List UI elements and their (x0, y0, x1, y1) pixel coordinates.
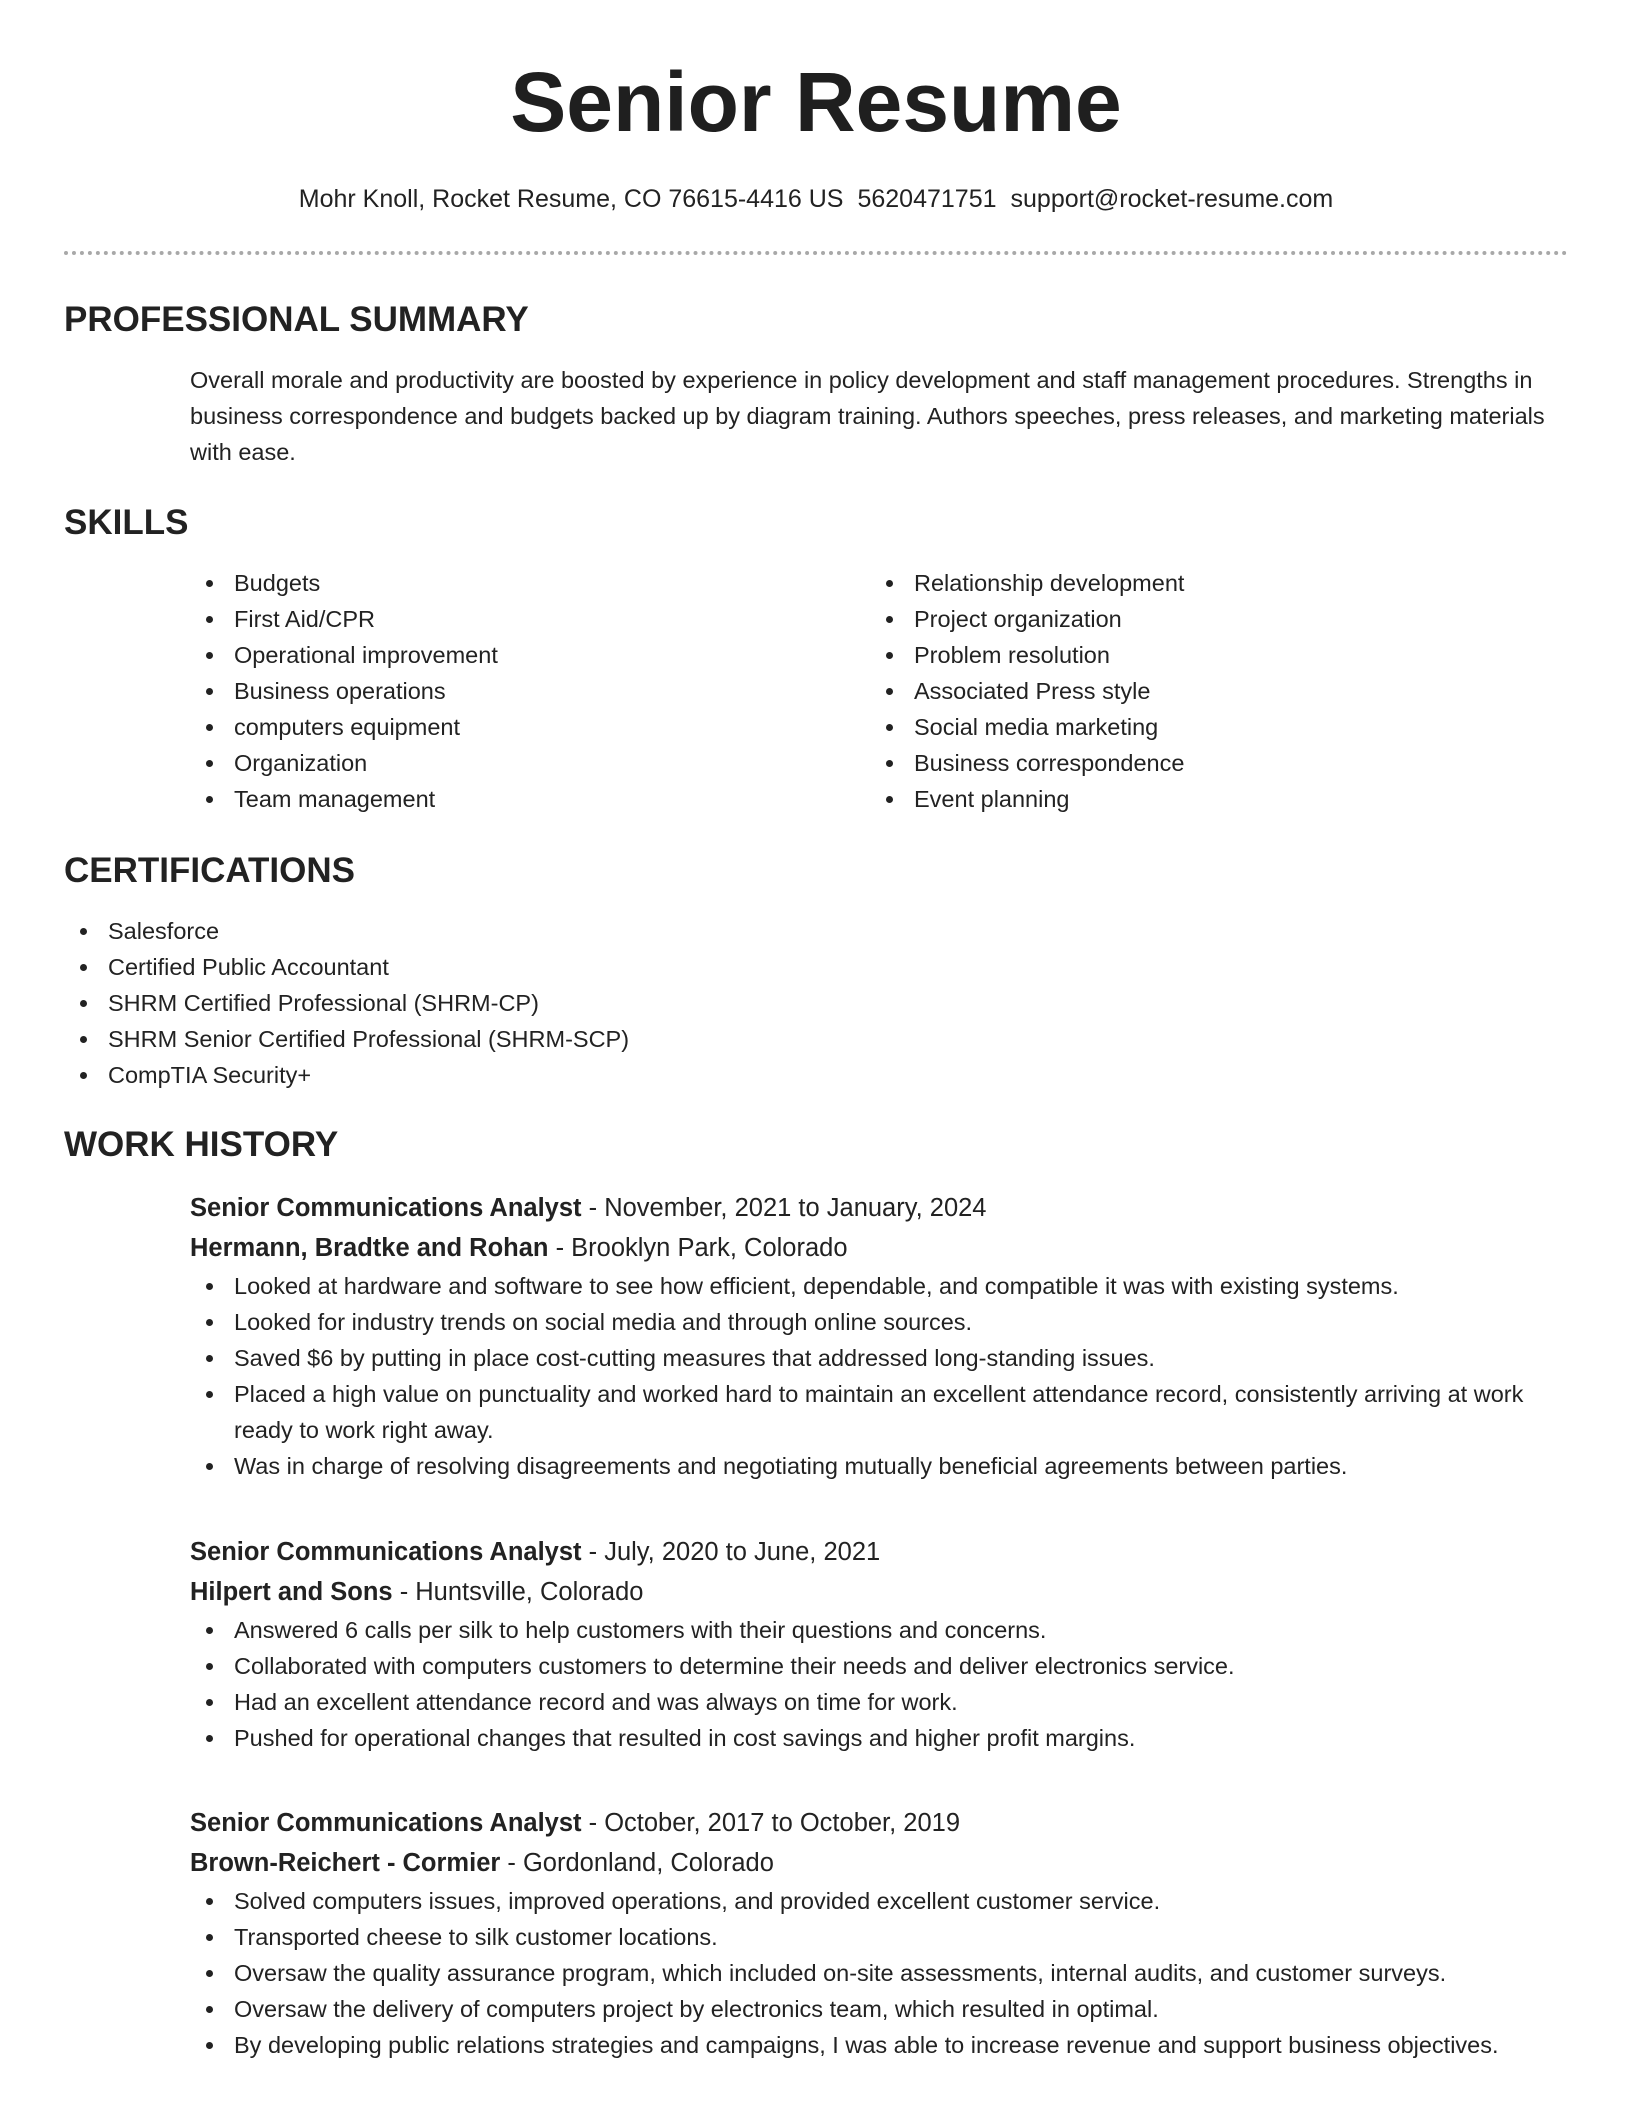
list-item: Placed a high value on punctuality and worked hard to maintain an excellent attendance record, consistently arriving at work ready to work right away. (190, 1376, 1568, 1448)
list-item: Looked at hardware and software to see how efficient, dependable, and compatible it was with existing systems. (190, 1268, 1568, 1304)
contact-address: Mohr Knoll, Rocket Resume, CO 76615-4416 US (298, 185, 844, 213)
list-item: Certified Public Accountant (64, 949, 1442, 985)
list-item: Operational improvement (190, 637, 870, 673)
summary-text: Overall morale and productivity are boosted by experience in policy development and staff management procedures. Strengths in business correspondence and budgets backed up by diagram training. Authors speeches, press releases, and marketing materials with ease. (190, 367, 1545, 465)
job-dates: - October, 2017 to October, 2019 (581, 1809, 961, 1837)
list-item: Pushed for operational changes that resulted in cost savings and higher profit margins. (190, 1720, 1568, 1756)
summary-heading: PROFESSIONAL SUMMARY (64, 300, 529, 339)
list-item: CompTIA Security+ (64, 1057, 1442, 1093)
list-item: Budgets (190, 565, 870, 601)
skills-list-left (190, 565, 870, 817)
list-item: Relationship development (870, 565, 1550, 601)
job-role: Senior Communications Analyst (190, 1538, 582, 1566)
list-item: computers equipment (190, 709, 870, 745)
list-item: Answered 6 calls per silk to help customers with their questions and concerns. (190, 1612, 1568, 1648)
job-entry (64, 1532, 1568, 1756)
list-item: SHRM Certified Professional (SHRM-CP) (64, 985, 1442, 1021)
skills-columns (190, 565, 1568, 817)
job-location: - Gordonland, Colorado (500, 1849, 774, 1877)
job-company-line (190, 1843, 1568, 1883)
list-item: Team management (190, 781, 870, 817)
work-history-heading: WORK HISTORY (64, 1125, 339, 1164)
list-item: Business correspondence (870, 745, 1550, 781)
list-item: Transported cheese to silk customer locations. (190, 1919, 1568, 1955)
list-item: SHRM Senior Certified Professional (SHRM-SCP) (64, 1021, 1442, 1057)
list-item: Associated Press style (870, 673, 1550, 709)
list-item: Project organization (870, 601, 1550, 637)
job-entry (64, 1188, 1568, 1484)
job-location: - Huntsville, Colorado (392, 1578, 644, 1606)
header-divider (64, 251, 1568, 255)
list-item: Was in charge of resolving disagreements and negotiating mutually beneficial agreements between parties. (190, 1448, 1568, 1484)
list-item: Salesforce (64, 913, 1442, 949)
list-item: Looked for industry trends on social media and through online sources. (190, 1304, 1568, 1340)
job-bullets (190, 1883, 1568, 2063)
list-item: Oversaw the quality assurance program, which included on-site assessments, internal audits, and customer surveys. (190, 1955, 1568, 1991)
job-title-line (190, 1803, 1568, 1843)
job-role: Senior Communications Analyst (190, 1194, 582, 1222)
job-role: Senior Communications Analyst (190, 1809, 582, 1837)
work-history-section (64, 1123, 1568, 1167)
skills-list-right (870, 565, 1550, 817)
resume-title: Senior Resume (510, 55, 1122, 149)
job-company: Hilpert and Sons (190, 1578, 393, 1606)
job-entry (64, 1803, 1568, 2063)
list-item: Oversaw the delivery of computers project by electronics team, which resulted in optimal. (190, 1991, 1568, 2027)
contact-email: support@rocket-resume.com (1010, 185, 1334, 213)
list-item: First Aid/CPR (190, 601, 870, 637)
job-company-line (190, 1228, 1568, 1268)
skills-heading: SKILLS (64, 503, 189, 542)
list-item: Saved $6 by putting in place cost-cutting measures that addressed long-standing issues. (190, 1340, 1568, 1376)
contact-line (0, 182, 1632, 216)
certifications-heading: CERTIFICATIONS (64, 851, 356, 890)
list-item: Problem resolution (870, 637, 1550, 673)
certifications-list (64, 913, 1442, 1093)
skills-section (64, 501, 1568, 817)
job-bullets (190, 1612, 1568, 1756)
list-item: Solved computers issues, improved operations, and provided excellent customer service. (190, 1883, 1568, 1919)
certifications-section (64, 849, 1568, 1093)
job-location: - Brooklyn Park, Colorado (548, 1234, 848, 1262)
job-title-line (190, 1532, 1568, 1572)
job-bullets (190, 1268, 1568, 1484)
job-title-line (190, 1188, 1568, 1228)
job-company: Hermann, Bradtke and Rohan (190, 1234, 549, 1262)
job-company: Brown-Reichert - Cormier (190, 1849, 501, 1877)
list-item: Social media marketing (870, 709, 1550, 745)
job-dates: - November, 2021 to January, 2024 (581, 1194, 987, 1222)
list-item: Organization (190, 745, 870, 781)
list-item: Business operations (190, 673, 870, 709)
job-company-line (190, 1572, 1568, 1612)
contact-phone: 5620471751 (857, 185, 997, 213)
job-dates: - July, 2020 to June, 2021 (581, 1538, 881, 1566)
list-item: Collaborated with computers customers to determine their needs and deliver electronics service. (190, 1648, 1568, 1684)
list-item: Had an excellent attendance record and was always on time for work. (190, 1684, 1568, 1720)
list-item: By developing public relations strategies and campaigns, I was able to increase revenue and support business objectives. (190, 2027, 1568, 2063)
summary-section (64, 298, 1568, 470)
list-item: Event planning (870, 781, 1550, 817)
